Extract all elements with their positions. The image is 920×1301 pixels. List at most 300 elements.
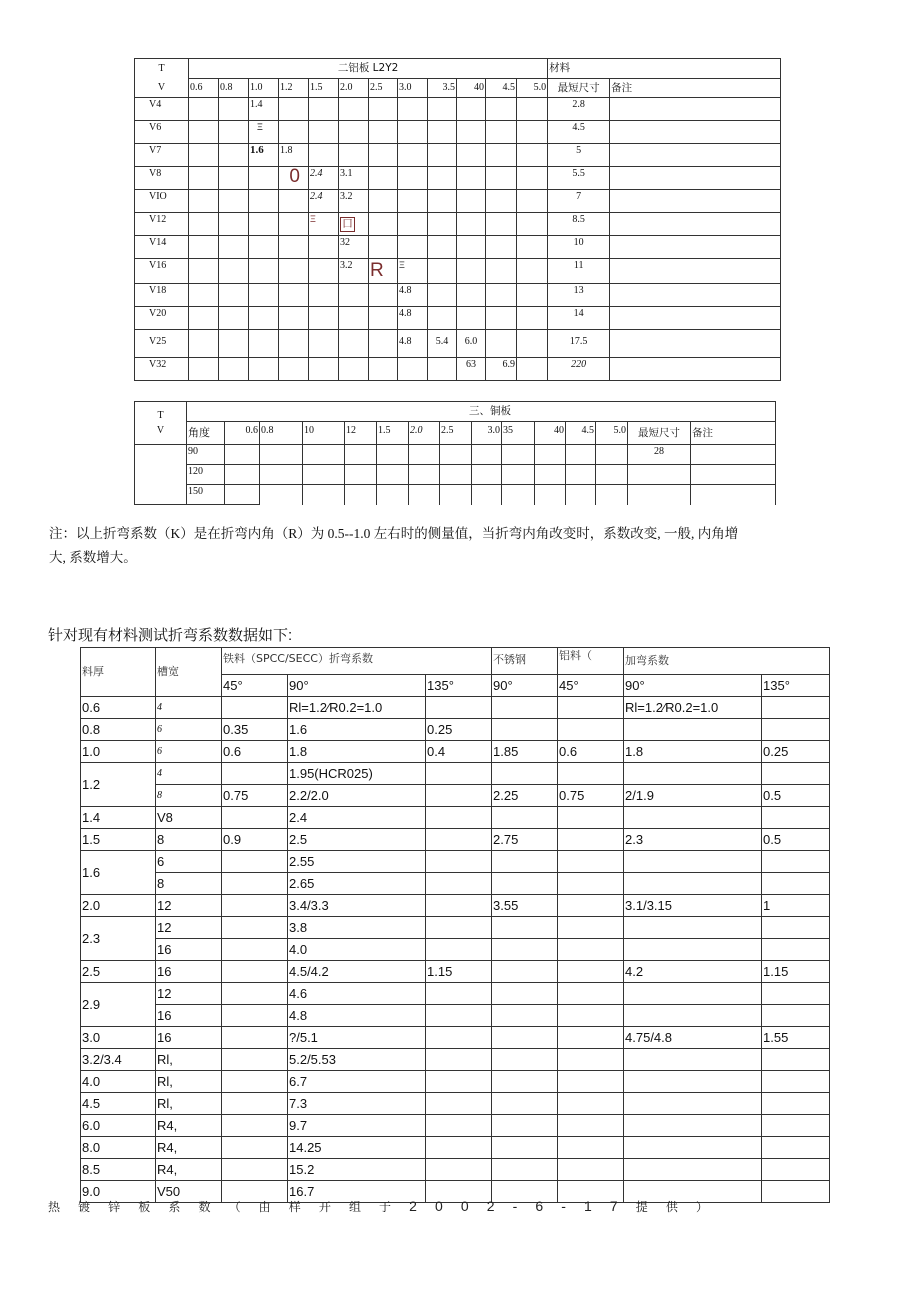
value-cell xyxy=(426,807,492,829)
value-cell xyxy=(558,873,624,895)
remark-cell xyxy=(610,307,781,330)
value-cell: 0.25 xyxy=(762,741,830,763)
value-cell xyxy=(492,1115,558,1137)
table-row xyxy=(81,1027,830,1049)
value-cell xyxy=(762,1049,830,1071)
value-cell: 0.25 xyxy=(426,719,492,741)
value-cell: 1.95(HCR025) xyxy=(288,763,426,785)
coefficient-cell: 4.8 xyxy=(398,330,428,358)
thickness-header: 5.0 xyxy=(517,79,548,98)
slot-cell: V50 xyxy=(156,1181,222,1203)
ocr-glyph-cell: 0 xyxy=(279,167,309,190)
slot-cell: Rl, xyxy=(156,1049,222,1071)
thickness-header: 0.6 xyxy=(225,422,260,445)
caption-char: 6 xyxy=(535,1198,544,1214)
remark-cell xyxy=(691,485,776,505)
value-cell xyxy=(222,1027,288,1049)
table-row xyxy=(135,330,781,358)
thickness-cell: 4.5 xyxy=(81,1093,156,1115)
value-cell xyxy=(426,1159,492,1181)
thickness-header: 0.8 xyxy=(219,79,249,98)
value-cell: 4.5/4.2 xyxy=(288,961,426,983)
value-cell xyxy=(492,1093,558,1115)
table-row xyxy=(81,895,830,917)
slot-cell: 8 xyxy=(156,829,222,851)
table-row xyxy=(135,465,776,485)
table-row xyxy=(135,121,781,144)
value-cell xyxy=(762,807,830,829)
table-row xyxy=(135,236,781,259)
value-cell xyxy=(762,1005,830,1027)
value-cell xyxy=(222,807,288,829)
thickness-header: 35 xyxy=(502,422,535,445)
slot-cell: 12 xyxy=(156,917,222,939)
value-cell xyxy=(222,1071,288,1093)
thickness-cell: 0.6 xyxy=(81,697,156,719)
slot-cell: 8 xyxy=(156,785,222,807)
thickness-header: 0.8 xyxy=(260,422,303,445)
value-cell: 14.25 xyxy=(288,1137,426,1159)
caption-char: 样 xyxy=(288,1200,301,1214)
aluminum-header: 铝料（ xyxy=(558,648,624,675)
v-label: V18 xyxy=(135,284,189,307)
value-cell: 0.6 xyxy=(558,741,624,763)
value-cell xyxy=(222,1049,288,1071)
value-cell: 2.4 xyxy=(288,807,426,829)
table-title: 三、铜板 xyxy=(187,402,776,422)
remark-cell xyxy=(610,259,781,284)
value-cell xyxy=(426,983,492,1005)
value-cell xyxy=(426,785,492,807)
value-cell xyxy=(492,719,558,741)
ocr-glyph-cell: Ξ xyxy=(398,259,428,284)
value-cell xyxy=(762,983,830,1005)
iron-135-header: 135° xyxy=(426,675,492,697)
angle-cell: 150 xyxy=(187,485,225,505)
value-cell: 2.25 xyxy=(492,785,558,807)
caption-char: 开 xyxy=(318,1200,331,1214)
coefficient-cell: 63 xyxy=(457,358,486,381)
coefficient-cell: 32 xyxy=(339,236,369,259)
value-cell xyxy=(624,851,762,873)
thickness-header: 料厚 xyxy=(81,648,156,697)
value-cell xyxy=(624,1071,762,1093)
slot-cell: 16 xyxy=(156,961,222,983)
value-cell xyxy=(222,1159,288,1181)
thickness-header: 2.0 xyxy=(339,79,369,98)
caption-char: 供 xyxy=(665,1200,678,1214)
value-cell xyxy=(558,1049,624,1071)
value-cell: 1.6 xyxy=(288,719,426,741)
value-cell xyxy=(492,873,558,895)
caption-char: 7 xyxy=(609,1198,618,1214)
caption-char: 镀 xyxy=(78,1200,91,1214)
v-label: VIO xyxy=(135,190,189,213)
value-cell xyxy=(762,851,830,873)
value-cell xyxy=(558,697,624,719)
slot-cell: 4 xyxy=(156,697,222,719)
value-cell: 0.75 xyxy=(222,785,288,807)
table-row xyxy=(81,851,830,873)
value-cell xyxy=(426,895,492,917)
thickness-header: 1.0 xyxy=(249,79,279,98)
table-row xyxy=(81,873,830,895)
thickness-header: 2.0 xyxy=(409,422,440,445)
value-cell xyxy=(222,939,288,961)
caption-char: 由 xyxy=(258,1200,271,1214)
caption-char: 组 xyxy=(348,1200,361,1214)
value-cell: 7.3 xyxy=(288,1093,426,1115)
value-cell xyxy=(492,1049,558,1071)
caption-char: 热 xyxy=(48,1200,61,1214)
thickness-cell: 9.0 xyxy=(81,1181,156,1203)
remark-header: 备注 xyxy=(691,422,776,445)
caption-char: （ xyxy=(228,1200,241,1214)
min-size-cell: 5.5 xyxy=(548,167,610,190)
value-cell xyxy=(492,763,558,785)
section-heading: 针对现有材料测试折弯系数数据如下: xyxy=(48,627,293,644)
value-cell xyxy=(426,939,492,961)
value-cell xyxy=(492,917,558,939)
slot-cell: 12 xyxy=(156,895,222,917)
slot-cell: R4, xyxy=(156,1137,222,1159)
value-cell xyxy=(624,983,762,1005)
value-cell: 3.4/3.3 xyxy=(288,895,426,917)
value-cell: 1.15 xyxy=(762,961,830,983)
value-cell: 2.65 xyxy=(288,873,426,895)
value-cell xyxy=(222,895,288,917)
value-cell xyxy=(426,763,492,785)
value-cell xyxy=(492,1071,558,1093)
corner-t-label: T xyxy=(157,410,164,421)
note-paragraph xyxy=(49,522,869,570)
thickness-header: 40 xyxy=(535,422,566,445)
min-size-cell: 2.8 xyxy=(548,98,610,121)
coefficient-cell: 3.1 xyxy=(339,167,369,190)
corner-v-label: V xyxy=(157,82,166,93)
value-cell: 2.75 xyxy=(492,829,558,851)
value-cell: 15.2 xyxy=(288,1159,426,1181)
note-line-2: 大, 系数增大。 xyxy=(49,550,137,565)
value-cell: 0.35 xyxy=(222,719,288,741)
thickness-cell: 3.0 xyxy=(81,1027,156,1049)
remark-cell xyxy=(610,213,781,236)
table-row xyxy=(81,697,830,719)
value-cell: 16.7 xyxy=(288,1181,426,1203)
min-size-header: 最短尺寸 xyxy=(628,422,691,445)
v-label: V6 xyxy=(135,121,189,144)
coefficient-cell: 1.4 xyxy=(249,98,279,121)
thickness-header: 3.5 xyxy=(428,79,457,98)
value-cell xyxy=(762,1181,830,1203)
value-cell xyxy=(492,807,558,829)
caption-char: - xyxy=(561,1198,566,1214)
value-cell: 1 xyxy=(762,895,830,917)
slot-cell: 6 xyxy=(156,851,222,873)
table-row xyxy=(81,1071,830,1093)
table-row xyxy=(81,939,830,961)
value-cell xyxy=(426,917,492,939)
table-row xyxy=(135,307,781,330)
value-cell xyxy=(762,763,830,785)
thickness-cell: 1.4 xyxy=(81,807,156,829)
table-row xyxy=(135,167,781,190)
thickness-cell: 1.6 xyxy=(81,851,156,895)
value-cell xyxy=(426,829,492,851)
value-cell xyxy=(558,895,624,917)
thickness-header: 1.5 xyxy=(377,422,409,445)
caption-char: 系 xyxy=(168,1200,181,1214)
thickness-cell: 1.2 xyxy=(81,763,156,807)
ocr-glyph-cell: 口 xyxy=(339,213,369,236)
thickness-header-row xyxy=(135,79,781,98)
coefficient-cell: 4.8 xyxy=(398,307,428,330)
coefficient-cell: 1.8 xyxy=(279,144,309,167)
table-row xyxy=(81,785,830,807)
value-cell xyxy=(222,851,288,873)
table-row xyxy=(81,1049,830,1071)
table-row xyxy=(81,807,830,829)
slot-cell: 12 xyxy=(156,983,222,1005)
v-label: V4 xyxy=(135,98,189,121)
value-cell xyxy=(624,1005,762,1027)
value-cell xyxy=(762,1071,830,1093)
al-90-header: 90° xyxy=(624,675,762,697)
caption-char: 于 xyxy=(379,1200,392,1214)
value-cell: Rl=1.2⁄R0.2=1.0 xyxy=(288,697,426,719)
value-cell: 3.55 xyxy=(492,895,558,917)
angle-cell: 120 xyxy=(187,465,225,485)
value-cell xyxy=(762,873,830,895)
value-cell xyxy=(492,1159,558,1181)
value-cell xyxy=(426,1071,492,1093)
v-label: V7 xyxy=(135,144,189,167)
value-cell: 4.75/4.8 xyxy=(624,1027,762,1049)
extra-bend-header: 加弯系数 xyxy=(624,648,830,675)
value-cell xyxy=(222,1137,288,1159)
slot-width-header: 槽宽 xyxy=(156,648,222,697)
value-cell: 0.75 xyxy=(558,785,624,807)
value-cell xyxy=(624,807,762,829)
min-size-cell: 13 xyxy=(548,284,610,307)
coefficient-cell: Ξ xyxy=(249,121,279,144)
value-cell xyxy=(558,1005,624,1027)
copper-bend-table xyxy=(134,401,776,505)
v-label: V25 xyxy=(135,330,189,358)
value-cell xyxy=(762,1159,830,1181)
angle-header: 角度 xyxy=(187,422,225,445)
table-row xyxy=(135,485,776,505)
thickness-header: 12 xyxy=(345,422,377,445)
value-cell: Rl=1.2⁄R0.2=1.0 xyxy=(624,697,762,719)
caption-char: 板 xyxy=(138,1200,151,1214)
remark-header: 备注 xyxy=(610,79,781,98)
caption-char: 0 xyxy=(460,1198,469,1214)
value-cell xyxy=(426,851,492,873)
remark-cell xyxy=(610,330,781,358)
value-cell xyxy=(624,939,762,961)
value-cell xyxy=(624,1137,762,1159)
thickness-header: 2.5 xyxy=(440,422,472,445)
value-cell: 2.55 xyxy=(288,851,426,873)
value-cell: 2.2/2.0 xyxy=(288,785,426,807)
value-cell xyxy=(426,1093,492,1115)
value-cell: 1.15 xyxy=(426,961,492,983)
value-cell xyxy=(492,851,558,873)
corner-v-label: V xyxy=(156,425,165,436)
value-cell xyxy=(558,719,624,741)
remark-cell xyxy=(610,190,781,213)
table-row xyxy=(135,358,781,381)
value-cell xyxy=(558,763,624,785)
value-cell xyxy=(222,983,288,1005)
iron-header: 铁料（SPCC/SECC）折弯系数 xyxy=(222,648,492,675)
value-cell: 2/1.9 xyxy=(624,785,762,807)
slot-cell: 4 xyxy=(156,763,222,785)
slot-cell: Rl, xyxy=(156,1093,222,1115)
value-cell xyxy=(222,763,288,785)
thickness-header: 40 xyxy=(457,79,486,98)
table-row xyxy=(81,961,830,983)
value-cell xyxy=(426,873,492,895)
thickness-cell: 2.5 xyxy=(81,961,156,983)
value-cell xyxy=(222,917,288,939)
thickness-header: 1.2 xyxy=(279,79,309,98)
thickness-cell: 1.0 xyxy=(81,741,156,763)
thickness-cell: 8.0 xyxy=(81,1137,156,1159)
remark-cell xyxy=(610,121,781,144)
material-label: 材料 xyxy=(548,59,781,79)
coefficient-cell: 3.2 xyxy=(339,190,369,213)
min-size-cell: 14 xyxy=(548,307,610,330)
value-cell xyxy=(558,939,624,961)
value-cell xyxy=(558,1071,624,1093)
value-cell xyxy=(762,1093,830,1115)
thickness-header: 4.5 xyxy=(486,79,517,98)
empty-v-cell xyxy=(135,445,187,505)
min-size-header: 最短尺寸 xyxy=(548,79,610,98)
table-title: 二铝板 L2Y2 xyxy=(189,59,548,79)
value-cell: 4.2 xyxy=(624,961,762,983)
table-row xyxy=(81,829,830,851)
value-cell: 4.8 xyxy=(288,1005,426,1027)
value-cell: 2.5 xyxy=(288,829,426,851)
slot-cell: 16 xyxy=(156,1027,222,1049)
remark-cell xyxy=(610,98,781,121)
thickness-header: 1.5 xyxy=(309,79,339,98)
value-cell xyxy=(426,1049,492,1071)
value-cell xyxy=(492,939,558,961)
value-cell: 1.8 xyxy=(288,741,426,763)
value-cell xyxy=(426,1115,492,1137)
value-cell: 6.7 xyxy=(288,1071,426,1093)
value-cell xyxy=(624,917,762,939)
thickness-header: 3.0 xyxy=(398,79,428,98)
thickness-cell: 1.5 xyxy=(81,829,156,851)
thickness-cell: 2.0 xyxy=(81,895,156,917)
caption-char: ） xyxy=(695,1200,708,1214)
value-cell xyxy=(492,961,558,983)
remark-cell xyxy=(610,144,781,167)
v-label: V14 xyxy=(135,236,189,259)
value-cell xyxy=(624,719,762,741)
value-cell xyxy=(492,1005,558,1027)
remark-cell xyxy=(610,284,781,307)
slot-cell: 16 xyxy=(156,1005,222,1027)
slot-cell: R4, xyxy=(156,1115,222,1137)
value-cell: 0.5 xyxy=(762,829,830,851)
slot-cell: 16 xyxy=(156,939,222,961)
value-cell xyxy=(222,697,288,719)
v-label: V8 xyxy=(135,167,189,190)
al-45-header: 45° xyxy=(558,675,624,697)
coefficient-cell: 5.4 xyxy=(428,330,457,358)
caption-char: 2 xyxy=(409,1198,417,1214)
value-cell xyxy=(492,983,558,1005)
value-cell xyxy=(762,1115,830,1137)
value-cell xyxy=(558,1115,624,1137)
min-size-cell: 220 xyxy=(548,358,610,381)
value-cell xyxy=(492,1137,558,1159)
thickness-header-row xyxy=(135,422,776,445)
value-cell xyxy=(426,1137,492,1159)
value-cell xyxy=(222,873,288,895)
min-size-cell: 4.5 xyxy=(548,121,610,144)
value-cell xyxy=(222,1093,288,1115)
value-cell: 0.4 xyxy=(426,741,492,763)
value-cell: 3.1/3.15 xyxy=(624,895,762,917)
bend-coefficient-test-table xyxy=(80,647,830,1203)
coefficient-cell: 3.2 xyxy=(339,259,369,284)
thickness-header: 4.5 xyxy=(566,422,596,445)
value-cell xyxy=(222,961,288,983)
value-cell xyxy=(558,829,624,851)
thickness-header: 0.6 xyxy=(189,79,219,98)
remark-cell xyxy=(691,465,776,485)
table-row xyxy=(81,1115,830,1137)
al-135-header: 135° xyxy=(762,675,830,697)
value-cell xyxy=(426,697,492,719)
value-cell xyxy=(624,763,762,785)
value-cell: 4.6 xyxy=(288,983,426,1005)
value-cell xyxy=(558,917,624,939)
table-row xyxy=(81,1137,830,1159)
value-cell xyxy=(558,983,624,1005)
coefficient-cell: 4.8 xyxy=(398,284,428,307)
thickness-header: 5.0 xyxy=(596,422,628,445)
note-line-1: 注：以上折弯系数（K）是在折弯内角（R）为 0.5--1.0 左右时的侧量值，当折弯内角改变时，系数改变, 一般, 内角增 xyxy=(49,526,739,541)
v-label: V12 xyxy=(135,213,189,236)
slot-cell: 8 xyxy=(156,873,222,895)
table-row xyxy=(135,213,781,236)
coefficient-cell: 2.4 xyxy=(309,190,339,213)
value-cell xyxy=(762,697,830,719)
value-cell: 5.2/5.53 xyxy=(288,1049,426,1071)
value-cell xyxy=(762,1137,830,1159)
galvanized-sheet-caption xyxy=(48,1198,708,1215)
table-row xyxy=(135,445,776,465)
table-row xyxy=(81,719,830,741)
slot-cell: 6 xyxy=(156,741,222,763)
value-cell: 1.85 xyxy=(492,741,558,763)
thickness-header: 10 xyxy=(303,422,345,445)
aluminum-bend-table xyxy=(134,58,781,381)
value-cell xyxy=(624,1093,762,1115)
value-cell: 0.5 xyxy=(762,785,830,807)
table-row xyxy=(81,1159,830,1181)
table-row xyxy=(81,983,830,1005)
value-cell: ?/5.1 xyxy=(288,1027,426,1049)
